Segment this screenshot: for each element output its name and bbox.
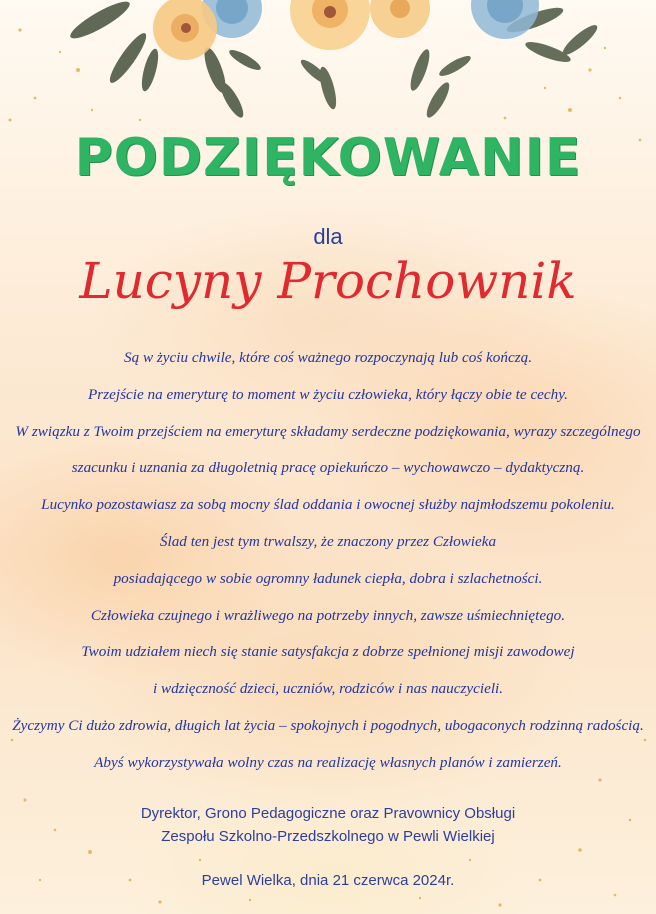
message-line: szacunku i uznania za długoletnią pracę opiekuńczo – wychowawczo – dydaktyczną. (71, 459, 585, 477)
message-line: Abyś wykorzystywała wolny czas na realizację własnych planów i zamierzeń. (94, 753, 562, 771)
message-line: Życzymy Ci dużo zdrowia, długich lat życia – spokojnych i pogodnych, ubogaconych rodzinną radością. (12, 716, 644, 734)
message-line: posiadającego w sobie ogromny ładunek ciepła, dobra i szlachetności. (113, 569, 543, 587)
message-line: W związku z Twoim przejściem na emeryturę składamy serdeczne podziękowania, wyrazy szczególnego (15, 422, 641, 440)
recipient-name: Lucyny Prochownik (79, 252, 577, 310)
page-title: PODZIĘKOWANIE (74, 128, 582, 188)
signature-block (0, 802, 656, 848)
signature-line: Zespołu Szkolno-Przedszkolnego w Pewli Wielkiej (161, 828, 495, 845)
message-line: Człowieka czujnego i wrażliwego na potrzeby innych, zawsze uśmiechniętego. (90, 606, 566, 624)
signature-line: Dyrektor, Grono Pedagogiczne oraz Pravownicy Obsługi (140, 805, 516, 822)
for-word: dla (313, 224, 343, 249)
message-line: Ślad ten jest tym trwalszy, że znaczony przez Człowieka (159, 532, 497, 550)
message-line: Twoim udziałem niech się stanie satysfakcja z dobrze spełnionej misji zawodowej (81, 643, 575, 661)
message-line: Lucynko pozostawiasz za sobą mocny ślad oddania i owocnej służby najmłodszemu pokoleniu. (41, 496, 615, 514)
message-line: Przejście na emeryturę to moment w życiu człowieka, który łączy obie te cechy. (88, 385, 568, 403)
place-and-date: Pewel Wielka, dnia 21 czerwca 2024r. (201, 872, 455, 889)
message-line: Są w życiu chwile, które coś ważnego rozpoczynają lub coś kończą. (123, 349, 533, 366)
message-line: i wdzięczność dzieci, uczniów, rodziców i nas nauczycieli. (152, 680, 504, 698)
thank-you-message (10, 340, 646, 782)
